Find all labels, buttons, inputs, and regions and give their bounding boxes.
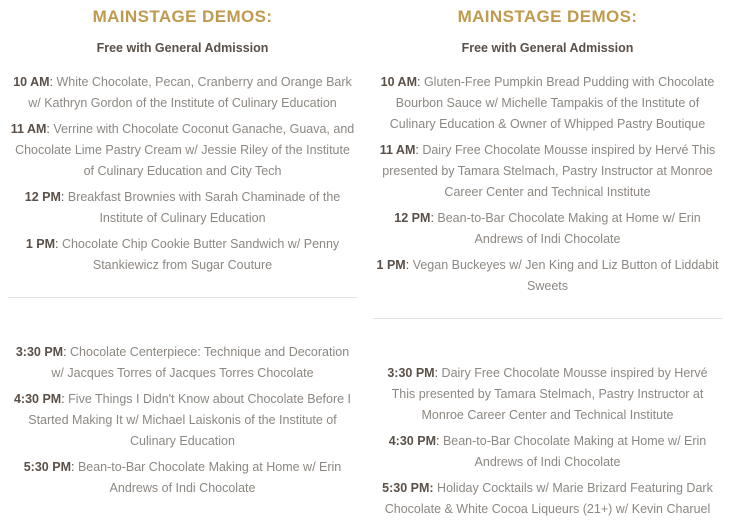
section-divider: [373, 318, 722, 319]
schedule-item-description: Breakfast Brownies with Sarah Chaminade of the Institute of Culinary Education: [67, 190, 341, 225]
schedule-item: [375, 363, 720, 426]
schedule-item-description: Bean-to-Bar Chocolate Making at Home w/ Erin Andrews of Indi Chocolate: [437, 211, 701, 246]
schedule-item-description: Vegan Buckeyes w/ Jen King and Liz Button of Liddabit Sweets: [412, 258, 719, 293]
schedule-item: [375, 431, 720, 473]
schedule-item-separator: :: [49, 75, 57, 89]
schedule-item-description: Dairy Free Chocolate Mousse inspired by Hervé This presented by Tamara Stelmach, Pastry Instructor at Monroe Career Center and Technical Institute: [391, 366, 708, 422]
schedule-item-separator: :: [415, 143, 423, 157]
schedule-item: [10, 72, 355, 114]
column-subtitle: Free with General Admission: [461, 41, 634, 55]
schedule-item-separator: :: [434, 366, 442, 380]
schedule-item-description: Bean-to-Bar Chocolate Making at Home w/ Erin Andrews of Indi Chocolate: [77, 460, 342, 495]
schedule-item-time: 4:30 PM: [13, 392, 62, 406]
schedule-item-time: 3:30 PM: [15, 345, 64, 359]
schedule-column: [0, 6, 365, 521]
schedule-item-time: 4:30 PM: [388, 434, 436, 448]
schedule-item: [375, 255, 720, 297]
schedule-section: [0, 72, 365, 276]
schedule-item-separator: :: [46, 122, 54, 136]
schedule-item: [10, 119, 355, 182]
schedule-item-separator: :: [405, 258, 413, 272]
schedule-item-description: Chocolate Chip Cookie Butter Sandwich w/ Penny Stankiewicz from Sugar Couture: [61, 237, 340, 272]
column-subtitle: Free with General Admission: [96, 41, 269, 55]
schedule-item-separator: :: [55, 237, 62, 251]
column-sections: [0, 72, 365, 499]
schedule-item-separator: :: [416, 75, 424, 89]
schedule-item: [10, 187, 355, 229]
schedule-item: [10, 389, 355, 452]
schedule-item: [375, 208, 720, 250]
schedule-item-time: 12 PM: [24, 190, 61, 204]
section-divider: [8, 297, 357, 298]
schedule-item-time: 5:30 PM: [23, 460, 71, 474]
schedule-item-separator: :: [61, 392, 69, 406]
schedule-item-time: 12 PM: [394, 211, 431, 225]
column-title: MAINSTAGE DEMOS:: [457, 7, 638, 26]
schedule-item: [10, 342, 355, 384]
schedule-item: [10, 457, 355, 499]
schedule-item-time: 1 PM: [25, 237, 55, 251]
schedule-item: [375, 140, 720, 203]
schedule-item-separator: :: [430, 211, 438, 225]
schedule-item-time: 11 AM: [379, 143, 416, 157]
schedule-item-description: Chocolate Centerpiece: Technique and Decoration w/ Jacques Torres of Jacques Torres Chocolate: [51, 345, 350, 380]
schedule-item-separator: :: [70, 460, 78, 474]
schedule-item-description: Holiday Cocktails w/ Marie Brizard Featuring Dark Chocolate & White Cocoa Liqueurs (21+) w/ Kevin Charuel: [384, 481, 713, 516]
schedule-item-time: 1 PM: [376, 258, 406, 272]
schedule-item-description: White Chocolate, Pecan, Cranberry and Orange Bark w/ Kathryn Gordon of the Institute of Culinary Education: [28, 75, 352, 110]
schedule-item-description: Five Things I Didn't Know about Chocolate Before I Started Making It w/ Michael Laiskonis of the Institute of Culinary Education: [28, 392, 352, 448]
schedule-item-separator: :: [435, 434, 443, 448]
column-sections: [365, 72, 730, 520]
schedule-item-separator: :: [60, 190, 68, 204]
schedule-item-time: 11 AM: [10, 122, 47, 136]
schedule-item-description: Bean-to-Bar Chocolate Making at Home w/ Erin Andrews of Indi Chocolate: [442, 434, 707, 469]
schedule-item: [10, 234, 355, 276]
schedule-item-separator: :: [63, 345, 71, 359]
schedule-item-time: 5:30 PM:: [382, 481, 434, 495]
schedule-item-time: 3:30 PM: [387, 366, 435, 380]
schedule-section: [365, 72, 730, 297]
column-title: MAINSTAGE DEMOS:: [92, 7, 273, 26]
schedule-item: [375, 72, 720, 135]
schedule-section: [365, 363, 730, 520]
schedule-item: [375, 478, 720, 520]
schedule-item-time: 10 AM: [380, 75, 417, 89]
schedule-column: [365, 6, 730, 521]
schedule-item-description: Verrine with Chocolate Coconut Ganache, Guava, and Chocolate Lime Pastry Cream w/ Jessie Riley of the Institute of Culinary Education and City Tech: [15, 122, 355, 178]
schedule-section: [0, 342, 365, 499]
schedule-item-time: 10 AM: [13, 75, 50, 89]
schedule-item-description: Dairy Free Chocolate Mousse inspired by Hervé This presented by Tamara Stelmach, Pastry Instructor at Monroe Career Center and Technical Institute: [382, 143, 716, 199]
schedule-item-description: Gluten-Free Pumpkin Bread Pudding with Chocolate Bourbon Sauce w/ Michelle Tampakis of the Institute of Culinary Education & Owner of Whipped Pastry Boutique: [389, 75, 715, 131]
